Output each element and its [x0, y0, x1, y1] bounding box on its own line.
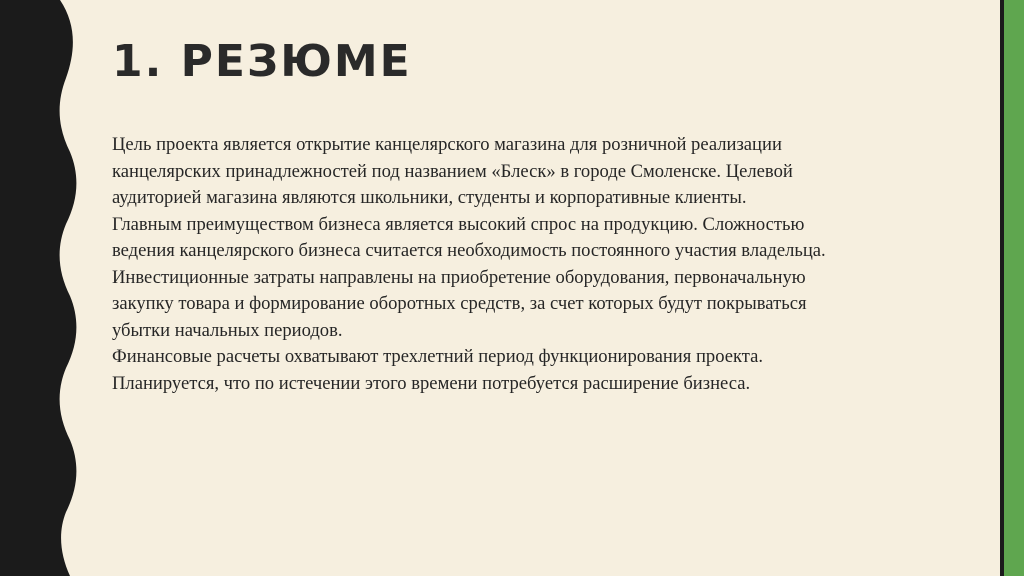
body-line: закупку товара и формирование оборотных средств, за счет которых будут покрываться — [112, 293, 807, 314]
body-line: Главным преимуществом бизнеса является высокий спрос на продукцию. Сложностью — [112, 213, 805, 235]
body-line: аудиторией магазина являются школьники, студенты и корпоративные клиенты. — [112, 187, 747, 208]
slide-title: 1. РЕЗЮМЕ — [112, 36, 412, 87]
body-line: Планируется, что по истечении этого времени потребуется расширение бизнеса. — [112, 372, 751, 394]
body-line: Цель проекта является открытие канцелярского магазина для розничной реализации — [112, 134, 782, 155]
body-line: Финансовые расчеты охватывают трехлетний период функционирования проекта. — [112, 346, 764, 367]
body-line: канцелярских принадлежностей под названием «Блеск» в городе Смоленске. Целевой — [112, 160, 793, 182]
body-line: ведения канцелярского бизнеса считается необходимость постоянного участия владельца. — [112, 240, 826, 261]
right-accent-stripe-green — [1004, 0, 1024, 576]
left-wave-decoration — [0, 0, 90, 576]
body-line: убытки начальных периодов. — [112, 319, 343, 341]
slide-body-text — [112, 132, 952, 397]
body-line: Инвестиционные затраты направлены на приобретение оборудования, первоначальную — [112, 266, 806, 288]
